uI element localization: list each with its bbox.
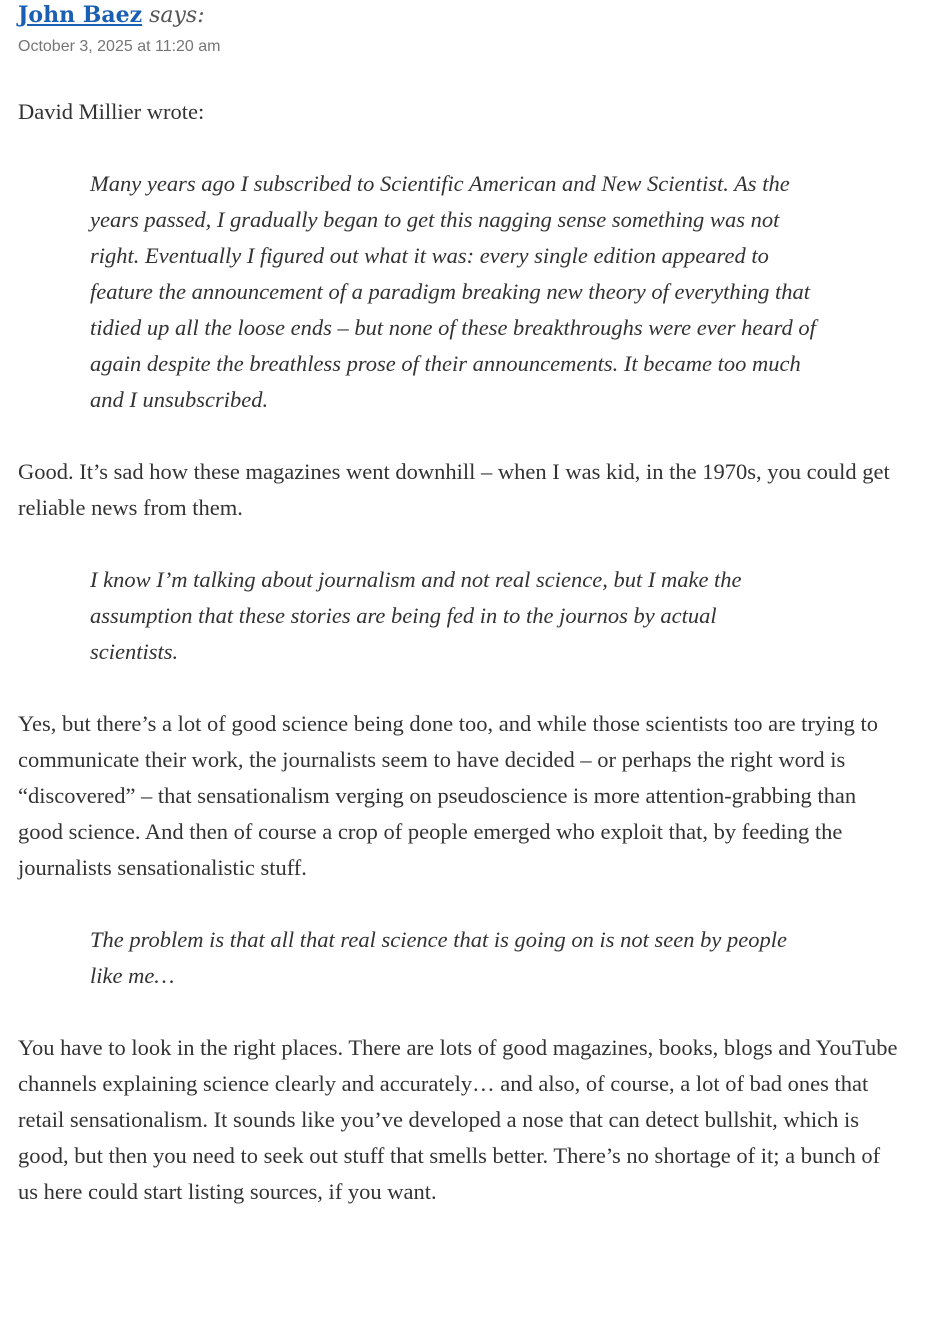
says-label: says: xyxy=(149,3,205,28)
comment-date[interactable]: October 3, 2025 at 11:20 am xyxy=(18,38,221,55)
comment-meta xyxy=(18,0,903,55)
comment xyxy=(18,0,903,1204)
quote-block-3: The problem is that all that real science that is going on is not seen by people like me… xyxy=(90,927,787,988)
author-link[interactable]: John Baez xyxy=(18,2,143,28)
reply-paragraph-2: Yes, but there’s a lot of good science being done too, and while those scientists too are trying to communicate their work, the journalists seem to have decided – or perhaps the right word is “discovered” – that sensationalism verging on pseudoscience is more attention-grabbing than good science. And then of course a crop of people emerged who exploit that, by feeding the journalists sensationalistic stuff. xyxy=(18,711,879,880)
intro-paragraph: David Millier wrote: xyxy=(18,99,205,124)
reply-paragraph-3: You have to look in the right places. There are lots of good magazines, books, blogs and YouTube channels explaining science clearly and accurately… and also, of course, a lot of bad ones that retail sensationalism. It sounds like you’ve developed a nose that can detect bullshit, which is good, but then you need to seek out stuff that smells better. There’s no shortage of it; a bunch of us here could start listing sources, if you want. xyxy=(18,1035,898,1204)
reply-paragraph-1: Good. It’s sad how these magazines went downhill – when I was kid, in the 1970s, you could get reliable news from them. xyxy=(18,459,890,520)
quote-block-1: Many years ago I subscribed to Scientific American and New Scientist. As the years passed, I gradually began to get this nagging sense something was not right. Eventually I figured out what it was: every single edition appeared to feature the announcement of a paradigm breaking new theory of everything that tidied up all the loose ends – but none of these breakthroughs were ever heard of again despite the breathless prose of their announcements. It became too much and I unsubscribed. xyxy=(90,171,816,412)
author-line xyxy=(18,0,903,31)
quote-block-2: I know I’m talking about journalism and not real science, but I make the assumption that these stories are being fed in to the journos by actual scientists. xyxy=(90,567,742,664)
comment-body xyxy=(18,94,903,1210)
